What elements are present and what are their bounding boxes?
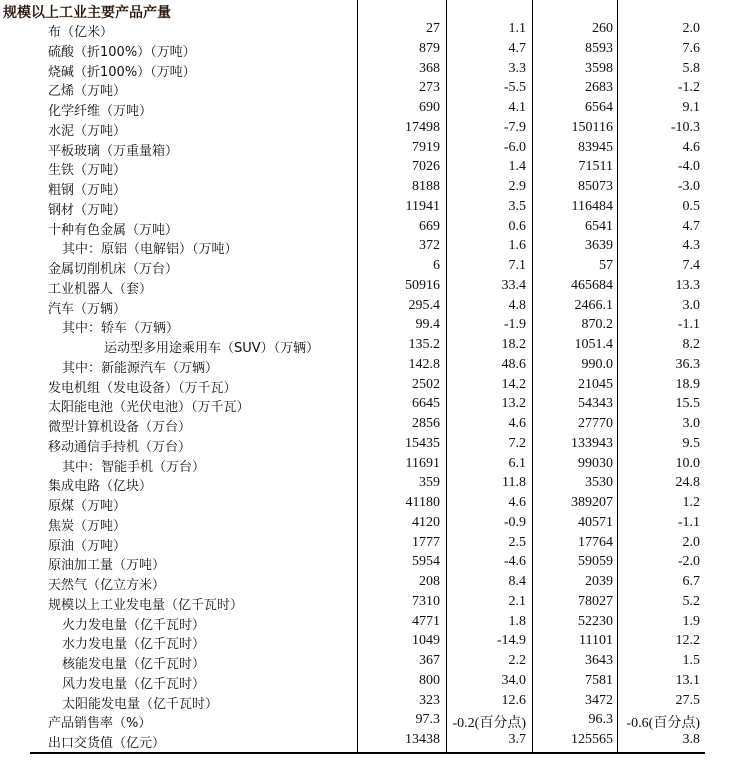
cell-current-value: 135.2 [408, 337, 440, 352]
cell-current-value: 669 [419, 218, 440, 234]
cell-current-growth: -0.2(百分点) [452, 716, 526, 732]
row-label: 金属切削机床（万台） [48, 262, 179, 277]
table-row [0, 198, 742, 218]
row-label: 集成电路（亿块） [48, 479, 153, 495]
cell-cumulative-value: 11101 [579, 633, 613, 649]
cell-cumulative-value: 8593 [585, 40, 613, 56]
cell-cumulative-value: 870.2 [581, 317, 613, 333]
table-row [0, 494, 742, 514]
cell-current-value: 372 [419, 238, 440, 254]
table-row [0, 652, 742, 672]
row-label: 原油加工量（万吨） [48, 558, 166, 574]
cell-cumulative-value: 3530 [585, 475, 613, 491]
cell-cumulative-value: 125565 [571, 732, 613, 747]
cell-current-growth: 7.1 [508, 258, 526, 273]
cell-cumulative-value: 260 [592, 21, 613, 36]
cell-current-value: 8188 [412, 179, 440, 194]
cell-current-growth: 4.8 [508, 297, 526, 313]
cell-cumulative-value: 3598 [585, 60, 613, 76]
cell-cumulative-growth: 10.0 [675, 455, 700, 471]
cell-cumulative-growth: -2.0 [677, 554, 700, 570]
cell-cumulative-growth: -3.0 [677, 179, 700, 194]
cell-current-value: 367 [419, 653, 440, 668]
row-label: 化学纤维（万吨） [48, 104, 153, 119]
cell-cumulative-value: 133943 [571, 435, 613, 451]
cell-cumulative-growth: 7.4 [682, 258, 700, 273]
row-label: 烧碱（折100%）（万吨） [48, 64, 196, 80]
cell-cumulative-value: 3643 [585, 653, 613, 668]
cell-current-growth: 3.7 [508, 732, 526, 747]
table-row [0, 178, 742, 198]
cell-cumulative-value: 2039 [585, 574, 613, 589]
table-body [0, 20, 742, 751]
cell-cumulative-growth: 12.2 [675, 633, 700, 649]
table-row [0, 158, 742, 178]
cell-cumulative-growth: 1.5 [682, 653, 700, 668]
cell-current-value: 323 [419, 692, 440, 708]
cell-cumulative-growth: 3.8 [682, 732, 700, 747]
cell-current-growth: 6.1 [508, 455, 526, 471]
cell-current-growth: 48.6 [501, 356, 526, 372]
cell-current-growth: 13.2 [501, 396, 526, 412]
table-row [0, 376, 742, 396]
table-row [0, 20, 742, 40]
cell-current-growth: 8.4 [508, 574, 526, 589]
cell-current-value: 359 [419, 475, 440, 491]
cell-cumulative-growth: 27.5 [675, 692, 700, 708]
cell-cumulative-growth: 1.9 [682, 613, 700, 629]
row-label: 平板玻璃（万重量箱） [48, 143, 179, 159]
row-label: 水力发电量（亿千瓦时） [62, 637, 206, 653]
cell-cumulative-growth: 2.0 [682, 21, 700, 36]
cell-cumulative-value: 465684 [571, 277, 613, 293]
row-label: 其中：轿车（万辆） [62, 321, 180, 337]
cell-current-value: 99.4 [415, 317, 440, 333]
row-label: 其中：智能手机（万台） [62, 459, 206, 475]
cell-current-growth: 14.2 [501, 376, 526, 392]
row-label: 太阳能发电量（亿千瓦时） [62, 696, 219, 712]
cell-cumulative-growth: -4.0 [677, 159, 700, 175]
table-row [0, 474, 742, 494]
cell-current-value: 2502 [412, 376, 440, 392]
cell-cumulative-growth: 3.0 [682, 416, 700, 431]
cell-current-growth: -7.9 [503, 119, 526, 135]
row-label: 规模以上工业发电量（亿千瓦时） [48, 597, 244, 613]
table-row [0, 336, 742, 356]
row-label: 移动通信手持机（万台） [48, 439, 192, 455]
cell-current-value: 4120 [412, 514, 440, 530]
cell-current-value: 17498 [405, 119, 440, 135]
cell-cumulative-value: 85073 [578, 179, 613, 194]
table-row [0, 573, 742, 593]
cell-cumulative-growth: 15.5 [675, 396, 700, 412]
cell-cumulative-value: 17764 [578, 534, 613, 550]
row-label: 工业机器人（套） [48, 281, 153, 297]
row-label: 乙烯（万吨） [48, 84, 127, 100]
cell-cumulative-growth: 4.6 [682, 139, 700, 155]
cell-cumulative-value: 99030 [578, 455, 613, 471]
row-label: 风力发电量（亿千瓦时） [62, 676, 206, 692]
cell-current-growth: 3.3 [508, 60, 526, 76]
cell-current-growth: 2.1 [508, 593, 526, 609]
cell-cumulative-value: 27770 [578, 416, 613, 431]
cell-current-value: 15435 [405, 435, 440, 451]
cell-cumulative-value: 2466.1 [574, 297, 613, 313]
cell-cumulative-growth: -10.3 [670, 119, 700, 135]
row-label: 原油（万吨） [48, 538, 127, 554]
cell-cumulative-growth: 6.7 [682, 574, 700, 589]
cell-cumulative-value: 7581 [585, 672, 613, 688]
row-label: 太阳能电池（光伏电池）（万千瓦） [48, 400, 250, 416]
row-label: 布（亿米） [48, 25, 114, 40]
cell-cumulative-growth: 5.8 [682, 60, 700, 76]
table-row [0, 79, 742, 99]
cell-cumulative-value: 52230 [578, 613, 613, 629]
cell-current-value: 208 [419, 574, 440, 589]
table-row [0, 534, 742, 554]
table-row [0, 632, 742, 652]
cell-current-growth: 0.6 [508, 218, 526, 234]
cell-current-value: 690 [419, 100, 440, 115]
table-row [0, 415, 742, 435]
cell-cumulative-growth: 24.8 [675, 475, 700, 491]
cell-current-value: 97.3 [415, 712, 440, 728]
cell-cumulative-growth: 13.1 [675, 672, 700, 688]
table-row [0, 40, 742, 60]
table-title: 规模以上工业主要产品产量 [3, 5, 171, 21]
row-label: 产品销售率（%） [48, 716, 152, 732]
cell-cumulative-growth: 36.3 [675, 356, 700, 372]
row-label: 发电机组（发电设备）（万千瓦） [48, 380, 237, 396]
cell-cumulative-growth: 4.7 [682, 218, 700, 234]
cell-current-growth: 4.7 [508, 40, 526, 56]
cell-cumulative-growth: 18.9 [675, 376, 700, 392]
cell-current-growth: -4.6 [503, 554, 526, 570]
table-row [0, 672, 742, 692]
table-row [0, 297, 742, 317]
cell-cumulative-growth: 13.3 [675, 277, 700, 293]
cell-current-value: 2856 [412, 416, 440, 431]
row-label: 生铁（万吨） [48, 163, 127, 179]
cell-cumulative-value: 3639 [585, 238, 613, 254]
cell-current-growth: 11.8 [502, 475, 526, 491]
cell-cumulative-value: 150116 [571, 119, 613, 135]
cell-current-value: 295.4 [408, 297, 440, 313]
cell-current-growth: 4.1 [508, 100, 526, 115]
cell-current-value: 27 [426, 21, 440, 36]
table-row [0, 60, 742, 80]
cell-current-growth: 33.4 [501, 277, 526, 293]
cell-cumulative-growth: 4.3 [682, 238, 700, 254]
cell-current-growth: -6.0 [503, 139, 526, 155]
cell-current-growth: -0.9 [503, 514, 526, 530]
row-label: 硫酸（折100%）（万吨） [48, 44, 196, 60]
cell-current-value: 368 [419, 60, 440, 76]
cell-current-value: 142.8 [408, 356, 440, 372]
table-row [0, 711, 742, 731]
cell-current-growth: 18.2 [501, 337, 526, 352]
cell-current-value: 11691 [405, 455, 440, 471]
table-row [0, 139, 742, 159]
cell-cumulative-value: 59059 [578, 554, 613, 570]
cell-current-growth: 4.6 [508, 495, 526, 510]
row-label: 其中：原铝（电解铝）（万吨） [62, 242, 238, 258]
row-label: 粗钢（万吨） [48, 183, 127, 198]
cell-cumulative-value: 3472 [585, 692, 613, 708]
cell-current-growth: -14.9 [496, 633, 526, 649]
row-label: 汽车（万辆） [48, 301, 127, 317]
table-row [0, 316, 742, 336]
table-bottom-border [30, 752, 705, 754]
row-label: 十种有色金属（万吨） [48, 222, 179, 238]
cell-current-growth: 3.5 [508, 198, 526, 214]
cell-cumulative-growth: 3.0 [682, 297, 700, 313]
cell-current-growth: 7.2 [508, 435, 526, 451]
cell-current-growth: 4.6 [508, 416, 526, 431]
cell-current-value: 41180 [405, 495, 440, 510]
table-row [0, 514, 742, 534]
cell-cumulative-growth: -1.2 [677, 80, 700, 96]
cell-current-growth: -5.5 [503, 80, 526, 96]
cell-cumulative-value: 116484 [571, 198, 613, 214]
cell-current-value: 1049 [412, 633, 440, 649]
row-label: 微型计算机设备（万台） [48, 420, 192, 435]
table-row [0, 277, 742, 297]
row-label: 水泥（万吨） [48, 123, 127, 139]
cell-current-value: 273 [419, 80, 440, 96]
cell-cumulative-growth: 9.5 [682, 435, 700, 451]
cell-cumulative-growth: 0.5 [682, 198, 700, 214]
cell-current-value: 800 [419, 672, 440, 688]
cell-current-value: 7310 [412, 593, 440, 609]
table-row [0, 455, 742, 475]
cell-current-value: 13438 [405, 732, 440, 747]
table-row [0, 218, 742, 238]
cell-current-value: 7026 [412, 159, 440, 175]
table-row [0, 613, 742, 633]
cell-current-value: 1777 [412, 534, 440, 550]
table-row [0, 435, 742, 455]
cell-cumulative-growth: 9.1 [682, 100, 700, 115]
row-label: 原煤（万吨） [48, 499, 127, 514]
table-row [0, 593, 742, 613]
cell-current-growth: 1.4 [508, 159, 526, 175]
cell-current-value: 7919 [412, 139, 440, 155]
cell-cumulative-growth: 1.2 [682, 495, 700, 510]
cell-current-value: 11941 [405, 198, 440, 214]
table-row [0, 395, 742, 415]
row-label: 其中：新能源汽车（万辆） [62, 360, 219, 376]
row-label: 火力发电量（亿千瓦时） [62, 617, 206, 633]
table-row [0, 356, 742, 376]
cell-current-value: 879 [419, 40, 440, 56]
cell-current-growth: 1.6 [508, 238, 526, 254]
cell-current-growth: 12.6 [501, 692, 526, 708]
cell-current-growth: 1.1 [508, 21, 526, 36]
table-row [0, 119, 742, 139]
table-row [0, 731, 742, 751]
cell-current-value: 5954 [412, 554, 440, 570]
cell-current-growth: 2.2 [508, 653, 526, 668]
row-label: 核能发电量（亿千瓦时） [62, 657, 206, 672]
cell-current-value: 6 [433, 258, 440, 273]
cell-cumulative-value: 57 [599, 258, 613, 273]
cell-current-growth: 2.9 [508, 179, 526, 194]
row-label: 运动型多用途乘用车（SUV）（万辆） [104, 341, 320, 356]
table-row [0, 237, 742, 257]
cell-cumulative-value: 1051.4 [574, 337, 613, 352]
cell-cumulative-value: 389207 [571, 495, 613, 510]
row-label: 焦炭（万吨） [48, 518, 127, 534]
cell-cumulative-growth: 8.2 [682, 337, 700, 352]
row-label: 钢材（万吨） [48, 202, 127, 218]
table-row [0, 553, 742, 573]
cell-cumulative-growth: -0.6(百分点) [626, 716, 700, 732]
table-row [0, 692, 742, 712]
table-row [0, 257, 742, 277]
cell-cumulative-growth: 2.0 [682, 534, 700, 550]
cell-cumulative-growth: -1.1 [677, 514, 700, 530]
cell-current-growth: 34.0 [501, 672, 526, 688]
cell-current-value: 50916 [405, 277, 440, 293]
cell-cumulative-value: 96.3 [588, 712, 613, 728]
table-row [0, 99, 742, 119]
cell-cumulative-value: 990.0 [581, 356, 613, 372]
row-label: 出口交货值（亿元） [48, 736, 166, 751]
cell-cumulative-growth: -1.1 [677, 317, 700, 333]
cell-current-growth: 2.5 [508, 534, 526, 550]
cell-cumulative-value: 6541 [585, 218, 613, 234]
cell-cumulative-value: 2683 [585, 80, 613, 96]
cell-current-value: 6645 [412, 396, 440, 412]
cell-current-growth: 1.8 [508, 613, 526, 629]
cell-cumulative-value: 71511 [578, 159, 613, 175]
cell-cumulative-value: 54343 [578, 396, 613, 412]
cell-cumulative-value: 78027 [578, 593, 613, 609]
cell-cumulative-value: 6564 [585, 100, 613, 115]
cell-cumulative-value: 21045 [578, 376, 613, 392]
cell-cumulative-growth: 5.2 [682, 593, 700, 609]
cell-cumulative-value: 83945 [578, 139, 613, 155]
row-label: 天然气（亿立方米） [48, 578, 166, 593]
cell-cumulative-value: 40571 [578, 514, 613, 530]
cell-current-growth: -1.9 [503, 317, 526, 333]
cell-current-value: 4771 [412, 613, 440, 629]
cell-cumulative-growth: 7.6 [682, 40, 700, 56]
